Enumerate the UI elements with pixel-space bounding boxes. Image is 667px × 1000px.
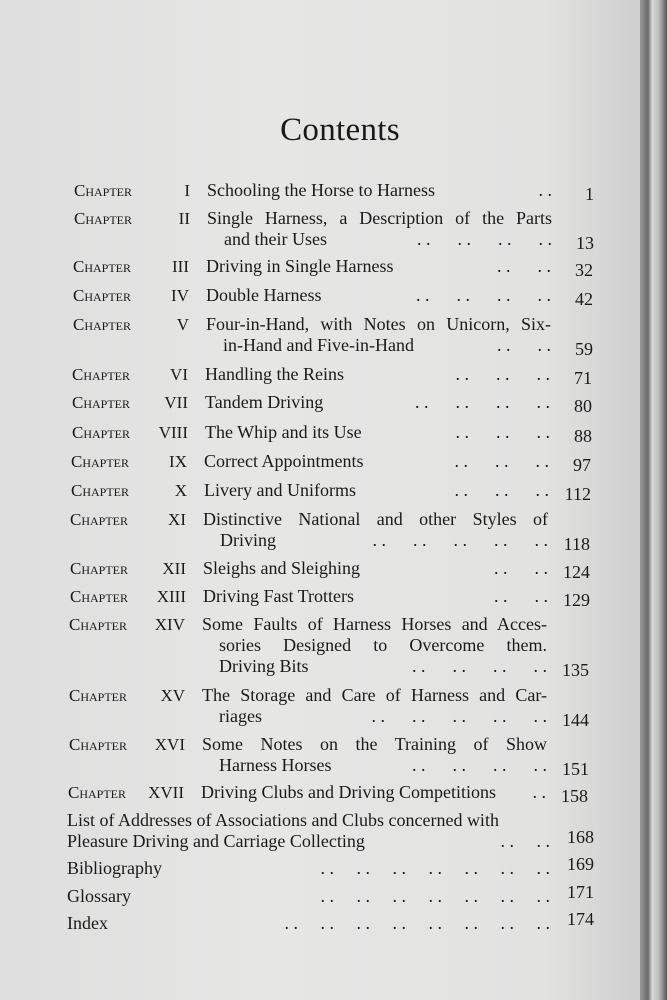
chapter-number: VIII (158, 423, 188, 442)
chapter-title-line: Handling the Reins (205, 364, 344, 384)
chapter-number: II (178, 209, 190, 228)
chapter-number: XIII (156, 587, 186, 606)
dot-leader: . . . . . . . . . . (371, 706, 547, 726)
chapter-number: XI (168, 510, 186, 529)
back-matter-line: Bibliography (67, 858, 162, 878)
chapter-label: Chapter (72, 393, 131, 412)
chapter-number: XV (160, 686, 185, 705)
chapter-title-line: The Whip and its Use (205, 422, 362, 442)
page-number: 71 (574, 368, 592, 388)
dot-leader: . . . . (494, 558, 548, 578)
toc-entry[interactable] (0, 256, 640, 280)
chapter-title-line: in-Hand and Five-in-Hand (223, 335, 414, 355)
chapter-label: Chapter (69, 735, 128, 754)
page-number: 168 (567, 827, 594, 847)
page-number: 88 (574, 426, 592, 446)
dot-leader: . . . . . . . . . . . . . . . . (284, 913, 550, 933)
chapter-label: Chapter (74, 209, 133, 228)
page-number: 144 (562, 710, 589, 730)
toc-entry[interactable] (0, 451, 640, 475)
page-number: 129 (563, 590, 590, 610)
back-matter-entry[interactable] (0, 882, 640, 907)
page-number: 42 (575, 289, 593, 309)
toc-entry[interactable] (0, 480, 640, 504)
chapter-title-line: Correct Appointments (204, 451, 364, 471)
contents-title: Contents (280, 112, 400, 148)
toc-entry[interactable] (0, 614, 640, 680)
chapter-title-line: Sleighs and Sleighing (203, 558, 360, 578)
chapter-label: Chapter (72, 423, 131, 442)
chapter-title-line: Distinctive National and other Styles of (203, 509, 548, 529)
chapter-title-line: Some Faults of Harness Horses and Acces- (202, 614, 547, 634)
dot-leader: . . . . (497, 256, 551, 276)
chapter-label: Chapter (69, 615, 128, 634)
chapter-number: XVII (148, 783, 184, 802)
chapter-number: IV (171, 286, 189, 305)
chapter-number: VII (164, 393, 188, 412)
page-number: 124 (563, 562, 590, 582)
dot-leader: . . . . . . (454, 451, 549, 471)
toc-entry[interactable] (0, 685, 640, 730)
dot-leader: . . . . . . . . . . . . . . (320, 858, 550, 878)
back-matter-entry[interactable] (0, 909, 640, 934)
dot-leader: . . . . . . . . (416, 285, 551, 305)
dot-leader: . . . . . . (454, 480, 549, 500)
page-number: 169 (567, 854, 594, 874)
dot-leader: . . (532, 782, 546, 802)
chapter-title-line: Driving in Single Harness (206, 256, 394, 276)
toc-entry[interactable] (0, 392, 640, 416)
toc-entry[interactable] (0, 422, 640, 446)
chapter-label: Chapter (72, 365, 131, 384)
chapter-title-line: Driving Clubs and Driving Competitions (201, 782, 496, 802)
page-number: 112 (564, 484, 591, 504)
dot-leader: . . . . . . . . . . (372, 530, 548, 550)
chapter-label: Chapter (73, 315, 132, 334)
chapter-title-line: Driving Fast Trotters (203, 586, 355, 606)
dot-leader: . . . . . . . . (415, 392, 550, 412)
toc-entry[interactable] (0, 782, 640, 806)
page-number: 80 (574, 396, 592, 416)
chapter-title-line: Driving Bits (219, 656, 309, 676)
dot-leader: . . . . (500, 831, 550, 851)
back-matter-entry[interactable] (0, 810, 640, 852)
back-matter-entry[interactable] (0, 854, 640, 879)
dot-leader: . . . . . . . . (412, 656, 547, 676)
chapter-number: V (176, 315, 189, 334)
chapter-label: Chapter (71, 452, 130, 471)
chapter-label: Chapter (71, 481, 130, 500)
dot-leader: . . . . (497, 335, 551, 355)
dot-leader: . . . . . . . . (417, 229, 552, 249)
chapter-label: Chapter (70, 510, 129, 529)
chapter-title-line: Harness Horses (219, 755, 332, 775)
chapter-title-line: Four-in-Hand, with Notes on Unicorn, Six- (206, 314, 551, 334)
chapter-label: Chapter (73, 286, 132, 305)
chapter-title-line: and their Uses (224, 229, 327, 249)
chapter-title-line: Driving (220, 530, 276, 550)
page-number: 135 (562, 660, 589, 680)
dot-leader: . . . . (494, 586, 548, 606)
page-number: 118 (563, 534, 590, 554)
page-number: 151 (562, 759, 589, 779)
chapter-number: IX (169, 452, 187, 471)
dot-leader: . . (538, 180, 552, 200)
chapter-number: X (174, 481, 187, 500)
chapter-title-line: Livery and Uniforms (204, 480, 356, 500)
chapter-label: Chapter (70, 587, 129, 606)
page-number: 174 (567, 909, 594, 929)
chapter-title-line: Some Notes on the Training of Show (202, 734, 547, 754)
page-number: 13 (576, 233, 594, 253)
back-matter-line: List of Addresses of Associations and Clubs concerned with (67, 810, 499, 830)
dot-leader: . . . . . . . . . . . . . . (320, 886, 550, 906)
page-number: 97 (573, 455, 591, 475)
back-matter-line: Glossary (67, 886, 131, 906)
chapter-number: XVI (154, 735, 185, 754)
chapter-title-line: sories Designed to Overcome them. (219, 635, 547, 655)
page-number: 32 (575, 260, 593, 280)
chapter-number: I (184, 181, 190, 200)
toc-entry[interactable] (0, 364, 640, 388)
toc-entry[interactable] (0, 558, 640, 582)
page-number: 59 (575, 339, 593, 359)
page-number: 1 (585, 184, 594, 204)
toc-entry[interactable] (0, 180, 640, 204)
page-number: 171 (567, 882, 594, 902)
chapter-label: Chapter (74, 181, 133, 200)
chapter-label: Chapter (73, 257, 132, 276)
chapter-title-line: Single Harness, a Description of the Parts (207, 208, 552, 228)
toc-entry[interactable] (0, 734, 640, 779)
book-page-edge (640, 0, 667, 1000)
back-matter-line: Index (67, 913, 108, 933)
chapter-number: XII (162, 559, 186, 578)
toc-entry[interactable] (0, 314, 640, 359)
dot-leader: . . . . . . (455, 422, 550, 442)
toc-entry[interactable] (0, 586, 640, 610)
chapter-title-line: Double Harness (206, 285, 322, 305)
chapter-title-line: riages (219, 706, 262, 726)
page-number: 158 (561, 786, 588, 806)
chapter-label: Chapter (68, 783, 127, 802)
chapter-number: XIV (154, 615, 185, 634)
chapter-label: Chapter (69, 686, 128, 705)
dot-leader: . . . . . . (455, 364, 550, 384)
chapter-number: VI (170, 365, 188, 384)
toc-entry[interactable] (0, 208, 640, 253)
toc-entry[interactable] (0, 509, 640, 554)
chapter-number: III (172, 257, 189, 276)
chapter-title-line: The Storage and Care of Harness and Car- (202, 685, 547, 705)
back-matter-line: Pleasure Driving and Carriage Collecting (67, 831, 365, 851)
chapter-label: Chapter (70, 559, 129, 578)
chapter-title-line: Tandem Driving (205, 392, 324, 412)
dot-leader: . . . . . . . . (412, 755, 547, 775)
toc-entry[interactable] (0, 285, 640, 309)
chapter-title-line: Schooling the Horse to Harness (207, 180, 435, 200)
